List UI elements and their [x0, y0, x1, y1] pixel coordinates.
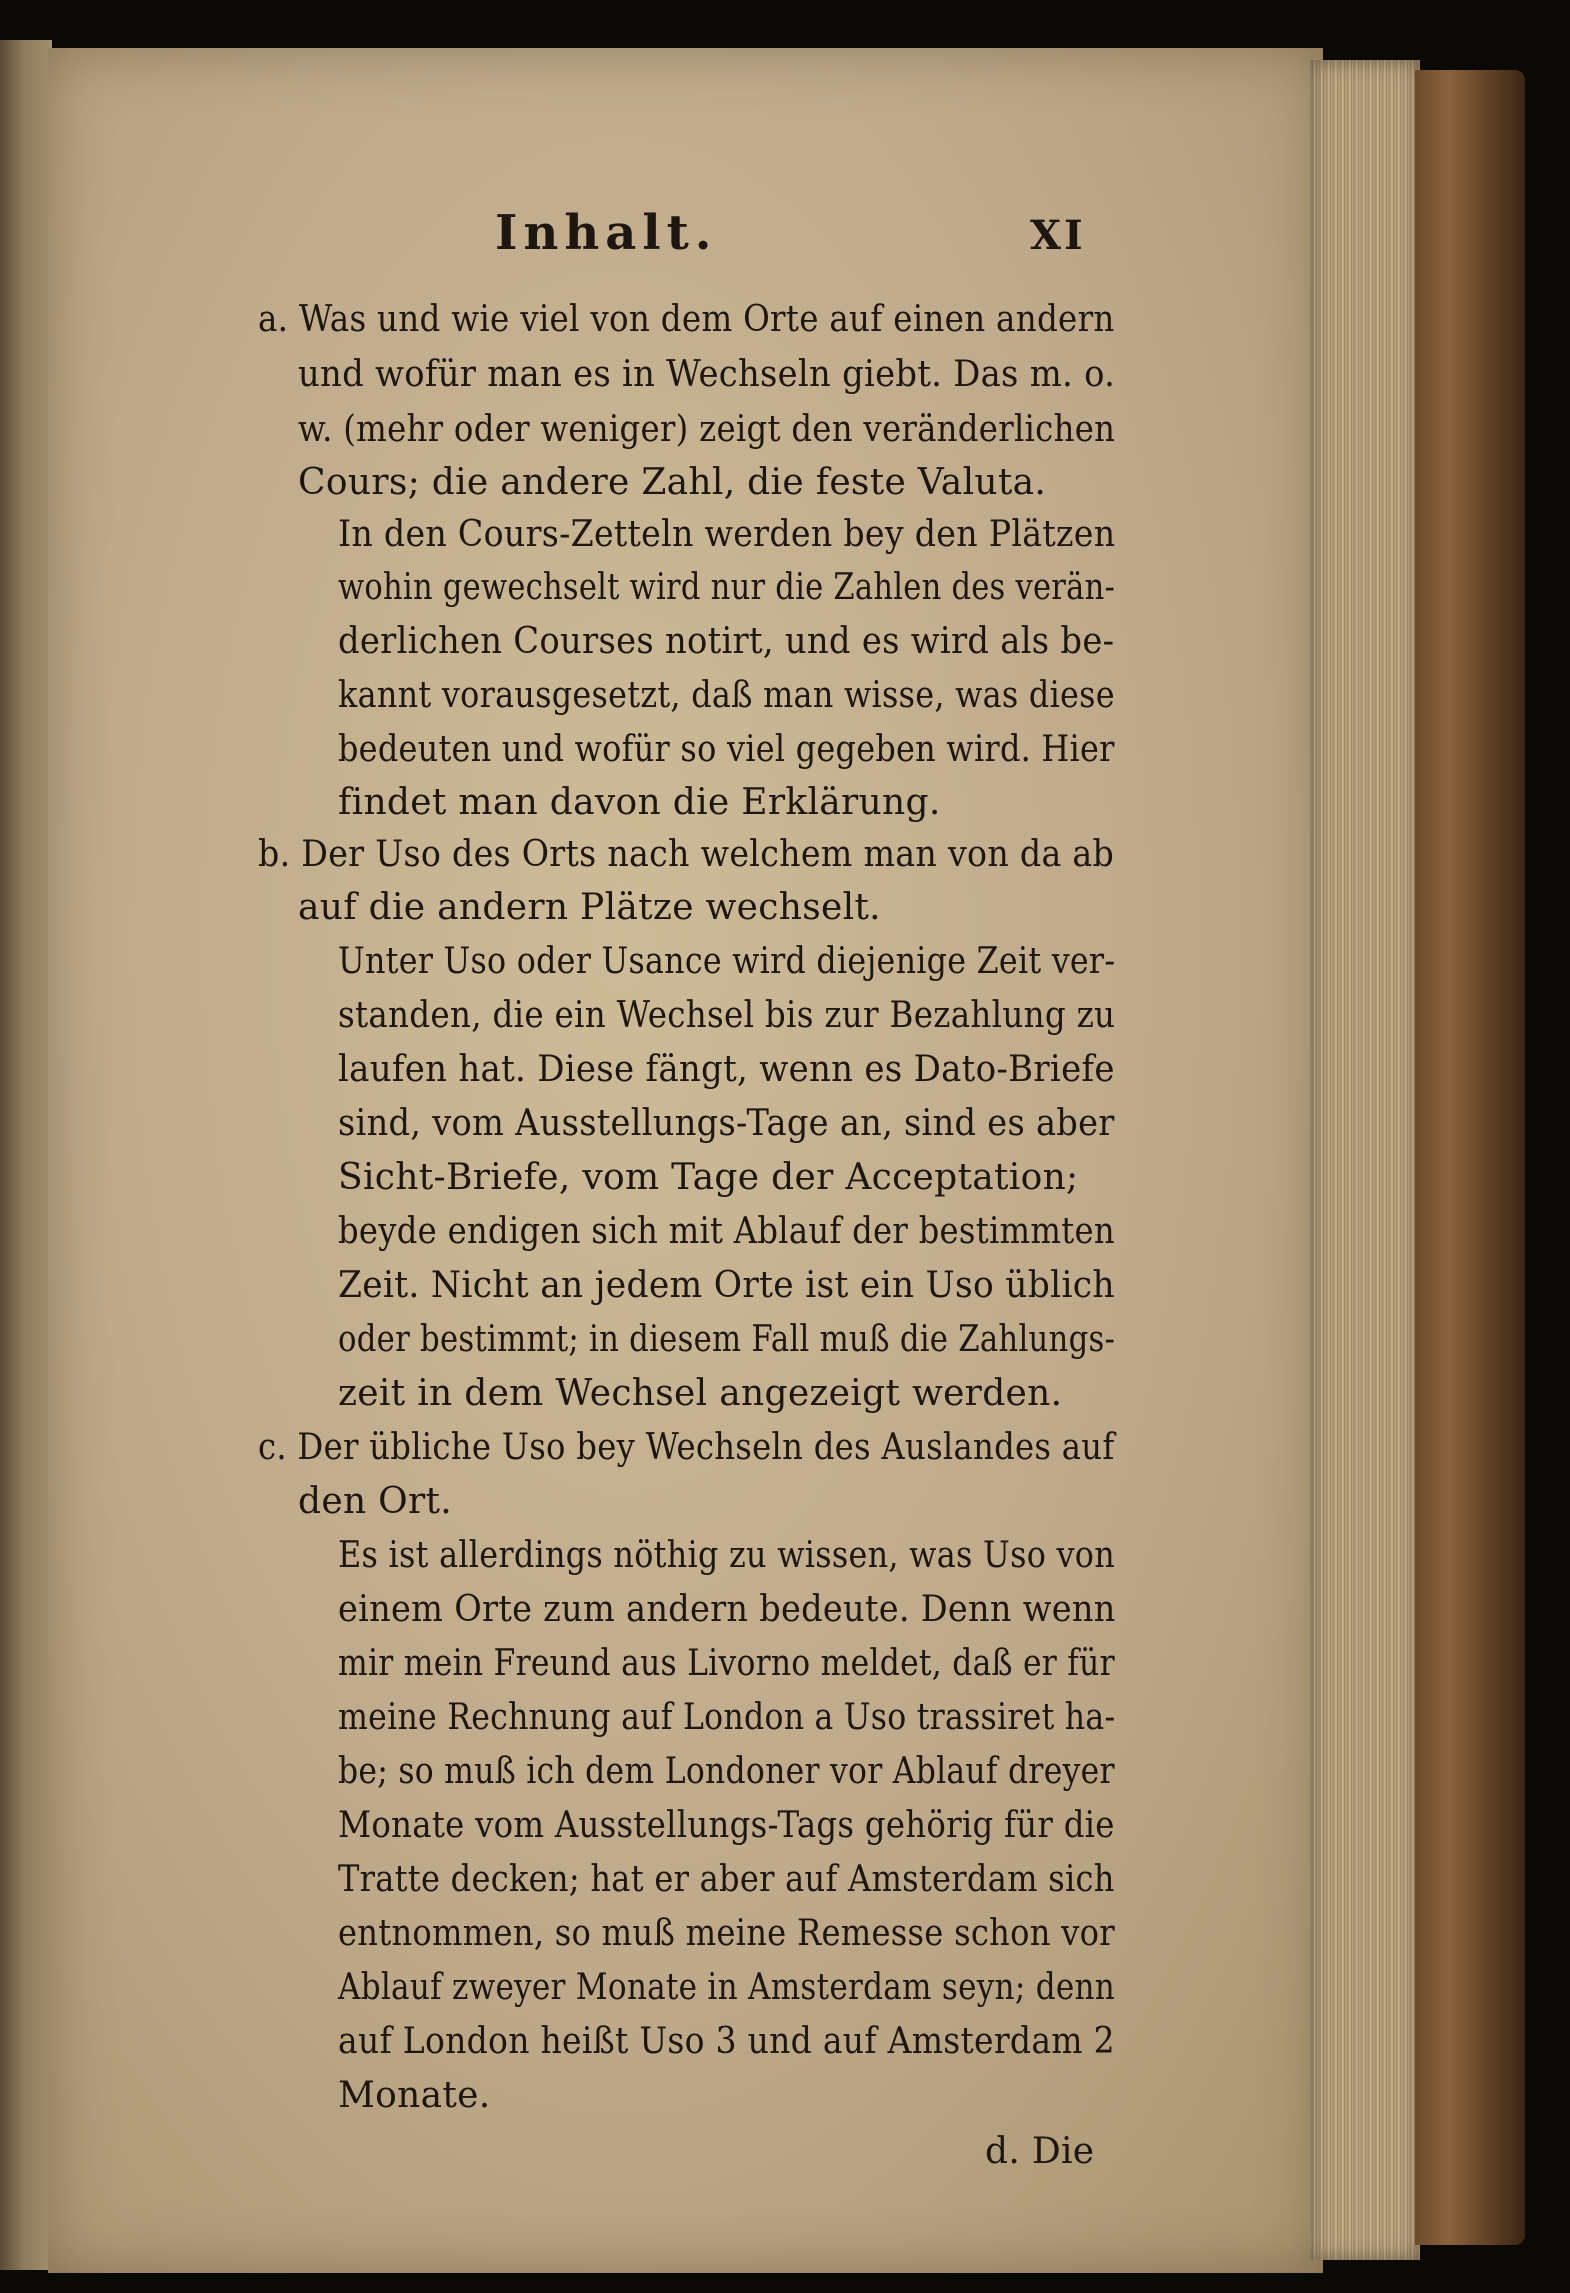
text-line: laufen hat. Diese fängt, wenn es Dato-Briefe	[338, 1049, 1115, 1090]
text-line: Es ist allerdings nöthig zu wissen, was Uso von	[338, 1535, 1116, 1576]
text-line: wohin gewechselt wird nur die Zahlen des verän-	[338, 567, 1116, 608]
text-line: standen, die ein Wechsel bis zur Bezahlung zu	[338, 995, 1116, 1036]
page-number: XI	[1030, 212, 1086, 259]
text-line: c. Der übliche Uso bey Wechseln des Auslandes auf	[258, 1427, 1115, 1468]
text-line: Ablauf zweyer Monate in Amsterdam seyn; denn	[338, 1967, 1116, 2008]
text-line: Unter Uso oder Usance wird diejenige Zeit ver-	[338, 941, 1116, 982]
catchword: d. Die	[985, 2131, 1095, 2172]
text-line: und wofür man es in Wechseln giebt. Das m. o.	[298, 354, 1116, 395]
text-line: entnommen, so muß meine Remesse schon vor	[338, 1913, 1115, 1954]
text-line: Zeit. Nicht an jedem Orte ist ein Uso üblich	[338, 1265, 1115, 1306]
text-line: Monate.	[338, 2075, 491, 2116]
text-line: bedeuten und wofür so viel gegeben wird. Hier	[338, 729, 1115, 770]
text-line: Sicht-Briefe, vom Tage der Acceptation;	[338, 1157, 1079, 1198]
text-line: b. Der Uso des Orts nach welchem man von da ab	[258, 834, 1115, 875]
text-line: In den Cours-Zetteln werden bey den Plätzen	[338, 514, 1116, 555]
text-line: den Ort.	[298, 1481, 453, 1522]
text-line: Monate vom Ausstellungs-Tags gehörig für die	[338, 1805, 1115, 1846]
text-line: sind, vom Ausstellungs-Tage an, sind es aber	[338, 1103, 1115, 1144]
text-line: oder bestimmt; in diesem Fall muß die Zahlungs-	[338, 1319, 1116, 1360]
text-line: einem Orte zum andern bedeute. Denn wenn	[338, 1589, 1116, 1630]
text-line: w. (mehr oder weniger) zeigt den veränderlichen	[298, 409, 1116, 450]
text-line: meine Rechnung auf London a Uso trassiret ha-	[338, 1697, 1116, 1738]
text-line: beyde endigen sich mit Ablauf der bestimmten	[338, 1211, 1115, 1252]
text-line: derlichen Courses notirt, und es wird als be-	[338, 621, 1115, 662]
text-line: Tratte decken; hat er aber auf Amsterdam sich	[338, 1859, 1115, 1900]
text-line: a. Was und wie viel von dem Orte auf einen andern	[258, 299, 1115, 340]
text-line: auf die andern Plätze wechselt.	[298, 887, 881, 928]
text-line: kannt vorausgesetzt, daß man wisse, was diese	[338, 675, 1115, 716]
text-line: mir mein Freund aus Livorno meldet, daß er für	[338, 1643, 1115, 1684]
text-line: Cours; die andere Zahl, die feste Valuta.	[298, 462, 1047, 503]
text-line: be; so muß ich dem Londoner vor Ablauf dreyer	[338, 1751, 1115, 1792]
text-line: auf London heißt Uso 3 und auf Amsterdam 2	[338, 2021, 1115, 2062]
text-line: findet man davon die Erklärung.	[338, 782, 941, 823]
running-head: Inhalt.	[495, 205, 718, 261]
text-line: zeit in dem Wechsel angezeigt werden.	[338, 1373, 1063, 1414]
